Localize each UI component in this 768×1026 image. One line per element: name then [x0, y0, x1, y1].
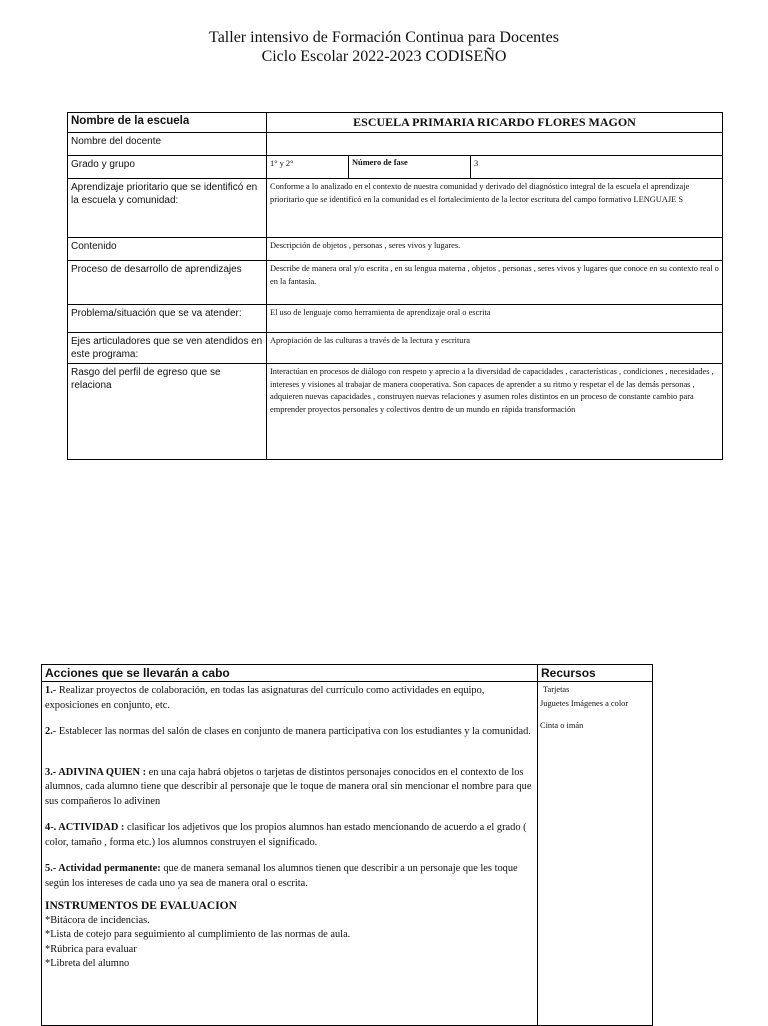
priority-learning-value: Conforme a lo analizado en el contexto de nuestra comunidad y derivado del diagnóstico integral de la escuela el aprendizaje prioritario que se identificó en la comunidad es el fortalecimiento de la lector escritura del campo formativo LENGUAJE S: [267, 179, 723, 238]
action-2-number: 2.: [45, 726, 53, 737]
resource-item: Cinta o imán: [540, 721, 584, 730]
action-5-text: que de manera semanal los alumnos tienen que describir a un personaje que les toque según los intereses de cada uno ya sea de manera oral o escrita.: [45, 863, 518, 889]
school-info-table: [67, 112, 723, 460]
action-1-text: - Realizar proyectos de colaboración, en todas las asignaturas del currículo como actividades en equipo, exposiciones en conjunto, etc.: [45, 685, 485, 711]
learning-process-label: Proceso de desarrollo de aprendizajes: [68, 261, 267, 305]
evaluation-instrument-item: *Libreta del alumno: [45, 958, 130, 969]
action-3: [45, 766, 534, 810]
phase-number-value: 3: [471, 156, 723, 179]
school-name-label: Nombre de la escuela: [68, 113, 267, 133]
evaluation-instrument-item: *Bitácora de incidencias.: [45, 914, 150, 926]
evaluation-instrument-item: *Rúbrica para evaluar: [45, 943, 137, 955]
actions-header: Acciones que se llevarán a cabo: [42, 665, 538, 682]
content-value: Descripción de objetos , personas , seres vivos y lugares.: [267, 238, 723, 261]
action-2-text: - Establecer las normas del salón de clases en conjunto de manera participativa con los estudiantes y la comunidad.: [52, 726, 531, 737]
resources-header: Recursos: [538, 665, 653, 682]
document-title: Taller intensivo de Formación Continua para Docentes: [209, 29, 559, 46]
grade-group-label: Grado y grupo: [68, 156, 267, 179]
document-subtitle: Ciclo Escolar 2022-2023 CODISEÑO: [261, 48, 507, 65]
action-4-title: 4-. ACTIVIDAD :: [45, 822, 125, 833]
teacher-name-value: [267, 133, 723, 156]
evaluation-instruments-title: INSTRUMENTOS DE EVALUACION: [45, 900, 237, 912]
action-3-text: en una caja habrá objetos o tarjetas de distintos personajes conocidos en el contexto de los alumnos, cada alumno tiene que describir al personaje que le toque de manera oral sin mencionar el nombre para que sus compañeros lo adivinen: [45, 766, 532, 807]
action-4: [45, 821, 534, 850]
actions-table: [41, 664, 653, 1026]
action-5-title: 5.- Actividad permanente:: [45, 863, 161, 874]
graduate-profile-value: Interactúan en procesos de diálogo con respeto y aprecio a la diversidad de capacidades , características , condiciones , necesidades , intereses y visiones al trabajar de manera cooperativa. Son capaces de aprender a su ritmo y respetar el de las demás personas , adquieren nuevas capacidades , construyen nuevas relaciones y asumen roles distintos en un proceso de constante cambio para emprender proyectos personales y colectivos dentro de un mundo en rápida transformación: [267, 364, 723, 460]
articulating-axes-label: Ejes articuladores que se ven atendidos en este programa:: [68, 333, 267, 364]
teacher-name-label: Nombre del docente: [68, 133, 267, 156]
resources-cell: [538, 682, 653, 1026]
resource-item: Juguetes Imágenes a color: [540, 699, 629, 708]
problem-situation-value: El uso de lenguaje como herramienta de aprendizaje oral o escrita: [267, 305, 723, 333]
resource-item: Tarjetas: [543, 685, 570, 694]
action-3-title: 3.- ADIVINA QUIEN :: [45, 766, 147, 778]
action-5: [45, 862, 534, 891]
content-label: Contenido: [68, 238, 267, 261]
school-name-value: ESCUELA PRIMARIA RICARDO FLORES MAGON: [267, 113, 723, 133]
phase-number-label: Número de fase: [349, 156, 471, 179]
evaluation-instrument-item: *Lista de cotejo para seguimiento al cumplimiento de las normas de aula.: [45, 929, 351, 940]
action-1: [45, 684, 534, 713]
grade-group-value: 1° y 2°: [267, 156, 349, 179]
graduate-profile-label: Rasgo del perfil de egreso que se relaciona: [68, 364, 267, 460]
action-4-text: clasificar los adjetivos que los propios alumnos han estado mencionando de acuerdo a el grado ( color, tamaño , forma etc.) los alumnos construyen el significado.: [45, 822, 527, 848]
action-2: [45, 725, 534, 740]
articulating-axes-value: Apropiación de las culturas a través de la lectura y escritura: [267, 333, 723, 364]
actions-cell: [42, 682, 538, 1026]
problem-situation-label: Problema/situación que se va atender:: [68, 305, 267, 333]
priority-learning-label: Aprendizaje prioritario que se identificó en la escuela y comunidad:: [68, 179, 267, 238]
learning-process-value: Describe de manera oral y/o escrita , en su lengua materna , objetos , personas , seres vivos y lugares que conoce en su contexto real o en la fantasía.: [267, 261, 723, 305]
action-1-number: 1.: [45, 685, 53, 696]
